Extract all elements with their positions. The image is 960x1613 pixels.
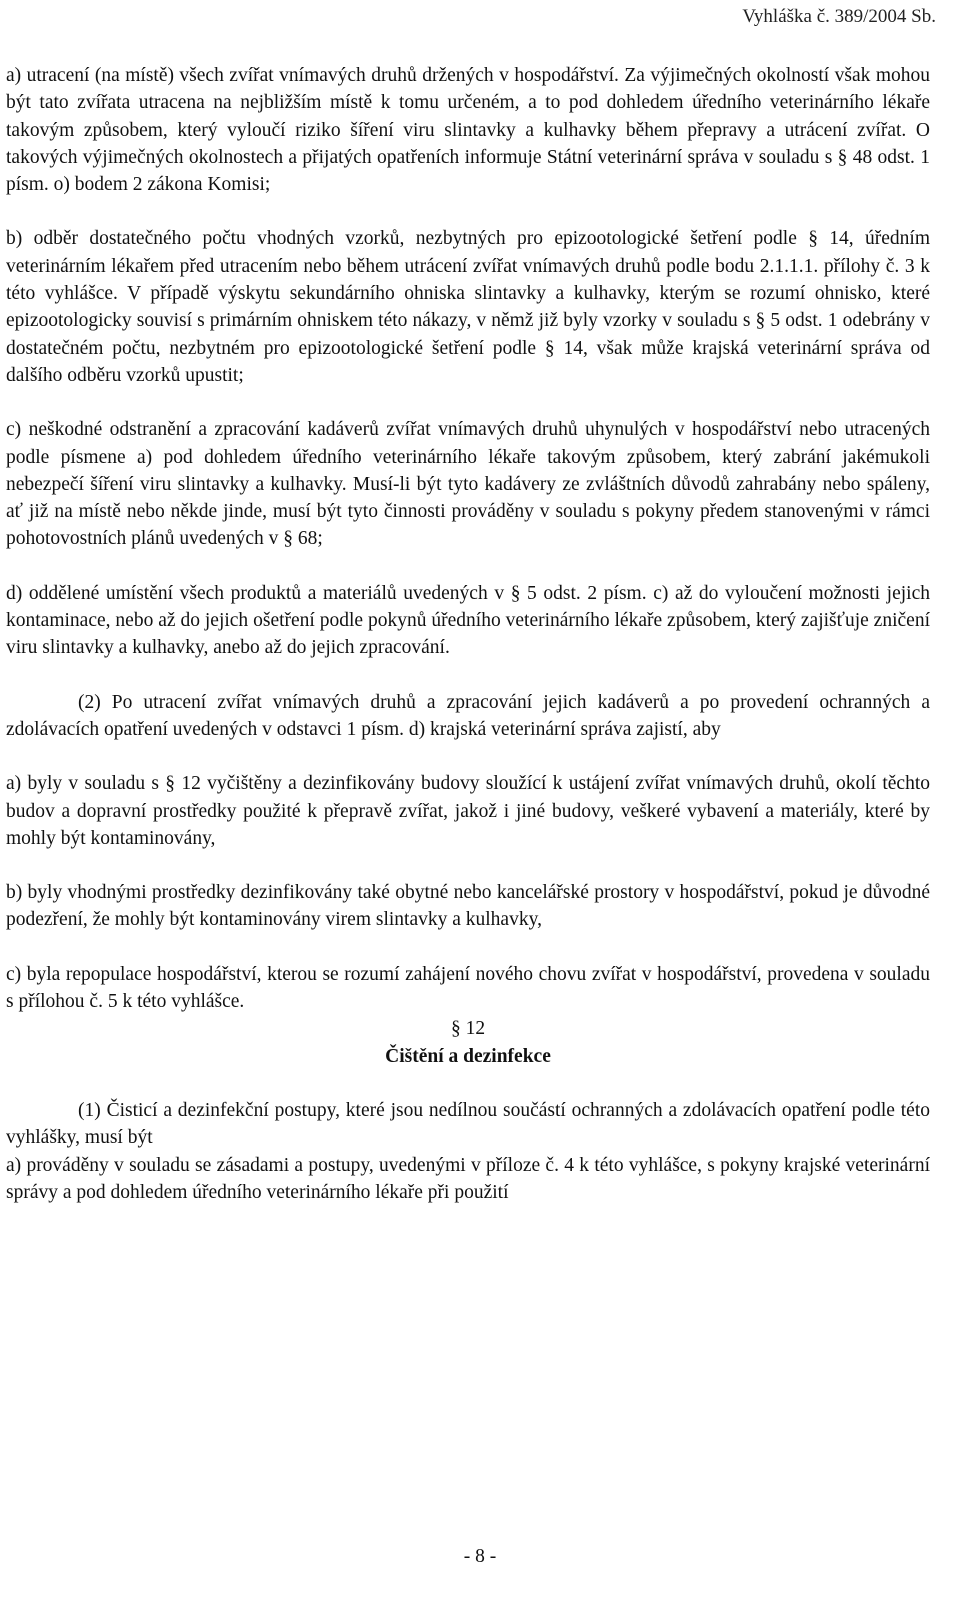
paragraph-2a: a) byly v souladu s § 12 vyčištěny a dezinfikovány budovy sloužící k ustájení zvířat vnímavých druhů, okolí těchto budov a dopravní prostředky použité k přepravě zvířat, jakož i jiné budovy, veškeré vybavení a materiály, které by mohly být kontaminovány,: [6, 773, 930, 849]
paragraph-2c: c) byla repopulace hospodářství, kterou se rozumí zahájení nového chovu zvířat v hospodářství, provedena v souladu s přílohou č. 5 k této vyhlášce.: [6, 963, 930, 1013]
page-number: - 8 -: [463, 1546, 497, 1567]
document-body: [6, 62, 930, 1206]
paragraph-1d: d) oddělené umístění všech produktů a materiálů uvedených v § 5 odst. 2 písm. c) až do vyloučení možnosti jejich kontaminace, nebo až do jejich ošetření podle pokynů úředního veterinárního lékaře způsobem, který zajišťuje zničení viru slintavky a kulhavky, anebo až do jejich zpracování.: [6, 582, 930, 659]
section-paragraph-1: (1) Čisticí a dezinfekční postupy, které jsou nedílnou součástí ochranných a zdolávacích opatření podle této vyhlášky, musí být: [6, 1099, 930, 1149]
paragraph-2: (2) Po utracení zvířat vnímavých druhů a zpracování jejich kadáverů a po provedení ochranných a zdolávacích opatření uvedených v odstavci 1 písm. d) krajská veterinární správa zajistí, aby: [6, 691, 930, 740]
section-title: Čištění a dezinfekce: [385, 1045, 551, 1067]
paragraph-1b: b) odběr dostatečného počtu vhodných vzorků, nezbytných pro epizootologické šetření podle § 14, úředním veterinárním lékařem před utracením nebo během utrácení zvířat vnímavých druhů podle bodu 2.1.1.1. přílohy č. 3 k této vyhlášce. V případě výskytu sekundárního ohniska slintavky a kulhavky, kterým se rozumí ohnisko, které epizootologicky souvisí s primárním ohniskem této nákazy, v němž již byly vzorky v souladu s § 5 odst. 1 odebrány v dostatečném počtu, nezbytném pro epizootologické šetření podle § 14, však může krajská veterinární správa od dalšího odběru vzorků upustit;: [6, 228, 930, 386]
paragraph-1a: a) utracení (na místě) všech zvířat vnímavých druhů držených v hospodářství. Za výjimečných okolností však mohou být tato zvířata utracena na nejbližším místě k tomu určeném, a to pod dohledem úředního veterinárního lékaře takovým způsobem, který vyloučí riziko šíření viru slintavky a kulhavky během přepravy a utrácení zvířat. O takových výjimečných okolnostech a přijatých opatřeních informuje Státní veterinární správa v souladu s § 48 odst. 1 písm. o) bodem 2 zákona Komisi;: [6, 65, 930, 196]
section-paragraph-1a: a) prováděny v souladu se zásadami a postupy, uvedenými v příloze č. 4 k této vyhlášce, s pokyny krajské veterinární správy a pod dohledem úředního veterinárního lékaře při použití: [6, 1154, 930, 1203]
page-header: Vyhláška č. 389/2004 Sb.: [742, 6, 936, 27]
paragraph-1c: c) neškodné odstranění a zpracování kadáverů zvířat vnímavých druhů uhynulých v hospodářství nebo utracených podle písmene a) pod dohledem úředního veterinárního lékaře takovým způsobem, který zabrání jakémukoli nebezpečí šíření viru slintavky a kulhavky. Musí-li být tyto kadávery ze zvláštních důvodů zahrabány nebo spáleny, ať již na místě nebo někde jinde, musí být tyto činnosti prováděny v souladu s pokyny předem stanovenými v rámci pohotovostních plánů uvedených v § 68;: [6, 419, 930, 550]
paragraph-2b: b) byly vhodnými prostředky dezinfikovány také obytné nebo kancelářské prostory v hospodářství, pokud je důvodné podezření, že mohly být kontaminovány virem slintavky a kulhavky,: [6, 882, 930, 931]
section-number: § 12: [450, 1018, 486, 1040]
